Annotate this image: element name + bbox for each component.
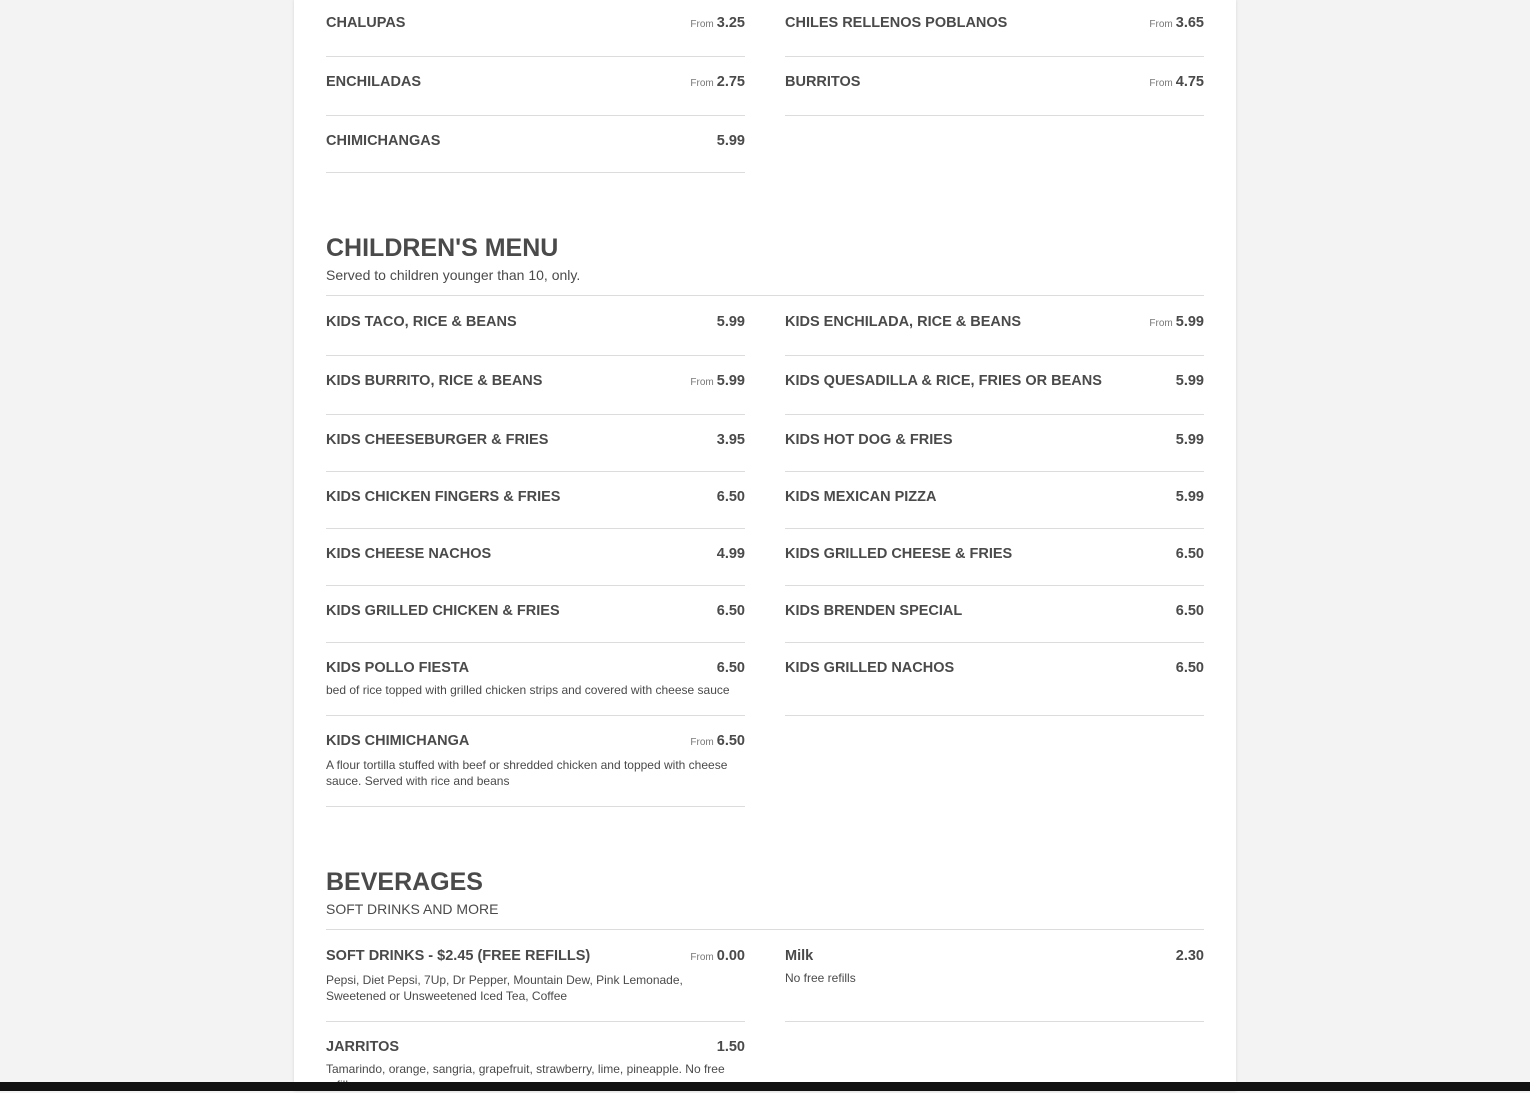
item-price xyxy=(717,660,745,676)
section-divider xyxy=(326,929,1204,930)
section-title-beverages: BEVERAGES xyxy=(326,868,483,896)
price-value: 5.99 xyxy=(716,314,745,330)
menu-item-kids-chicken-fingers[interactable] xyxy=(326,489,745,507)
menu-item-chalupas[interactable] xyxy=(326,15,745,33)
item-price xyxy=(1149,314,1204,330)
divider xyxy=(785,115,1204,116)
item-name: KIDS BURRITO, RICE & BEANS xyxy=(326,373,543,389)
price-value: 6.50 xyxy=(716,733,745,749)
item-price xyxy=(1176,432,1204,448)
item-name: KIDS QUESADILLA & RICE, FRIES OR BEANS xyxy=(785,373,1102,389)
price-value: 1.50 xyxy=(716,1039,745,1055)
price-from-label: From xyxy=(1149,19,1173,30)
item-name: ENCHILADAS xyxy=(326,74,422,90)
section-subtitle: Served to children younger than 10, only. xyxy=(326,267,581,283)
price-value: 6.50 xyxy=(716,603,745,619)
divider xyxy=(326,471,745,472)
price-value: 3.65 xyxy=(1175,15,1204,31)
menu-item-chiles-rellenos[interactable] xyxy=(785,15,1204,33)
price-from-label: From xyxy=(690,377,714,388)
item-name: KIDS HOT DOG & FRIES xyxy=(785,432,953,448)
item-name: Milk xyxy=(785,948,814,964)
section-divider xyxy=(326,295,1204,296)
bottom-bar xyxy=(0,1082,1530,1091)
price-from-label: From xyxy=(690,78,714,89)
divider xyxy=(785,585,1204,586)
item-name: KIDS TACO, RICE & BEANS xyxy=(326,314,517,330)
item-price xyxy=(690,373,745,389)
price-value: 2.30 xyxy=(1175,948,1204,964)
divider xyxy=(785,56,1204,57)
item-description: bed of rice topped with grilled chicken strips and covered with cheese sauce xyxy=(326,683,730,697)
item-name: KIDS POLLO FIESTA xyxy=(326,660,470,676)
item-price xyxy=(690,733,745,749)
section-title-childrens-menu: CHILDREN'S MENU xyxy=(326,234,559,262)
item-name: SOFT DRINKS - $2.45 (FREE REFILLS) xyxy=(326,948,591,964)
menu-item-enchiladas[interactable] xyxy=(326,74,745,92)
price-value: 5.99 xyxy=(1175,373,1204,389)
item-description: Tamarindo, orange, sangria, grapefruit, strawberry, lime, pineapple. No free xyxy=(326,1062,725,1076)
divider xyxy=(326,585,745,586)
divider xyxy=(326,806,745,807)
item-name: KIDS CHEESEBURGER & FRIES xyxy=(326,432,549,448)
item-price xyxy=(1176,603,1204,619)
divider xyxy=(785,471,1204,472)
item-price xyxy=(1176,948,1204,964)
menu-item-kids-grilled-nachos[interactable] xyxy=(785,660,1204,678)
menu-item-kids-taco[interactable] xyxy=(326,314,745,332)
item-name: CHILES RELLENOS POBLANOS xyxy=(785,15,1008,31)
menu-item-milk[interactable] xyxy=(785,948,1204,986)
item-description: A flour tortilla stuffed with beef or shredded chicken and topped with cheese sauce. Served with rice and beans xyxy=(326,758,728,788)
divider xyxy=(785,642,1204,643)
menu-item-soft-drinks[interactable] xyxy=(326,948,745,1004)
divider xyxy=(785,528,1204,529)
price-value: 5.99 xyxy=(1175,314,1204,330)
item-price xyxy=(717,489,745,505)
menu-item-kids-mexican-pizza[interactable] xyxy=(785,489,1204,507)
item-price xyxy=(1149,74,1204,90)
menu-item-kids-pollo-fiesta[interactable] xyxy=(326,660,745,698)
item-price xyxy=(717,314,745,330)
divider xyxy=(326,414,745,415)
menu-item-kids-hot-dog[interactable] xyxy=(785,432,1204,450)
price-value: 5.99 xyxy=(716,133,745,149)
divider xyxy=(326,355,745,356)
menu-item-burritos[interactable] xyxy=(785,74,1204,92)
item-name: KIDS CHIMICHANGA xyxy=(326,733,470,749)
menu-item-kids-brenden-special[interactable] xyxy=(785,603,1204,621)
divider xyxy=(326,115,745,116)
price-from-label: From xyxy=(1149,78,1173,89)
menu-item-kids-quesadilla[interactable] xyxy=(785,373,1204,391)
price-from-label: From xyxy=(690,952,714,963)
item-name: CHIMICHANGAS xyxy=(326,133,441,149)
item-name: CHALUPAS xyxy=(326,15,406,31)
item-name: KIDS CHEESE NACHOS xyxy=(326,546,492,562)
price-value: 5.99 xyxy=(1175,432,1204,448)
item-price xyxy=(690,74,745,90)
item-name: KIDS CHICKEN FINGERS & FRIES xyxy=(326,489,561,505)
price-value: 6.50 xyxy=(1175,660,1204,676)
item-name: BURRITOS xyxy=(785,74,861,90)
item-name: KIDS MEXICAN PIZZA xyxy=(785,489,937,505)
item-name: KIDS GRILLED CHEESE & FRIES xyxy=(785,546,1013,562)
price-from-label: From xyxy=(690,19,714,30)
item-name: KIDS BRENDEN SPECIAL xyxy=(785,603,963,619)
divider xyxy=(785,414,1204,415)
price-value: 2.75 xyxy=(716,74,745,90)
price-value: 3.25 xyxy=(716,15,745,31)
price-value: 6.50 xyxy=(1175,603,1204,619)
price-value: 4.99 xyxy=(716,546,745,562)
section-subtitle: SOFT DRINKS AND MORE xyxy=(326,901,499,917)
price-value: 6.50 xyxy=(716,489,745,505)
price-value: 6.50 xyxy=(1175,546,1204,562)
item-price xyxy=(717,603,745,619)
price-value: 4.75 xyxy=(1175,74,1204,90)
divider xyxy=(785,1021,1204,1022)
price-value: 5.99 xyxy=(1175,489,1204,505)
price-value: 5.99 xyxy=(716,373,745,389)
item-price xyxy=(690,948,745,964)
divider xyxy=(326,56,745,57)
item-price xyxy=(717,546,745,562)
item-price xyxy=(690,15,745,31)
item-price xyxy=(1176,546,1204,562)
divider xyxy=(785,715,1204,716)
menu-item-kids-chimichanga[interactable] xyxy=(326,733,745,789)
menu-item-kids-grilled-chicken[interactable] xyxy=(326,603,745,621)
menu-item-kids-grilled-cheese[interactable] xyxy=(785,546,1204,564)
item-price xyxy=(717,133,745,149)
divider xyxy=(326,715,745,716)
divider xyxy=(326,172,745,173)
item-price xyxy=(717,1039,745,1055)
menu-item-kids-cheeseburger[interactable] xyxy=(326,432,745,450)
item-price xyxy=(717,432,745,448)
price-value: 6.50 xyxy=(716,660,745,676)
price-value: 0.00 xyxy=(716,948,745,964)
menu-item-kids-enchilada[interactable] xyxy=(785,314,1204,332)
item-name: JARRITOS xyxy=(326,1039,400,1055)
item-description: Pepsi, Diet Pepsi, 7Up, Dr Pepper, Mountain Dew, Pink Lemonade, Sweetened or Unsweetened Iced Tea, Coffee xyxy=(326,973,683,1003)
divider xyxy=(326,642,745,643)
item-price xyxy=(1176,373,1204,389)
divider xyxy=(326,1021,745,1022)
price-value: 3.95 xyxy=(716,432,745,448)
price-from-label: From xyxy=(1149,318,1173,329)
item-price xyxy=(1176,489,1204,505)
menu-item-kids-burrito[interactable] xyxy=(326,373,745,391)
price-from-label: From xyxy=(690,737,714,748)
item-description: No free refills xyxy=(785,971,856,985)
menu-item-kids-cheese-nachos[interactable] xyxy=(326,546,745,564)
item-name: KIDS GRILLED CHICKEN & FRIES xyxy=(326,603,560,619)
item-name: KIDS GRILLED NACHOS xyxy=(785,660,955,676)
divider xyxy=(326,528,745,529)
item-price xyxy=(1149,15,1204,31)
item-name: KIDS ENCHILADA, RICE & BEANS xyxy=(785,314,1022,330)
divider xyxy=(785,355,1204,356)
item-price xyxy=(1176,660,1204,676)
menu-item-chimichangas[interactable] xyxy=(326,133,745,151)
